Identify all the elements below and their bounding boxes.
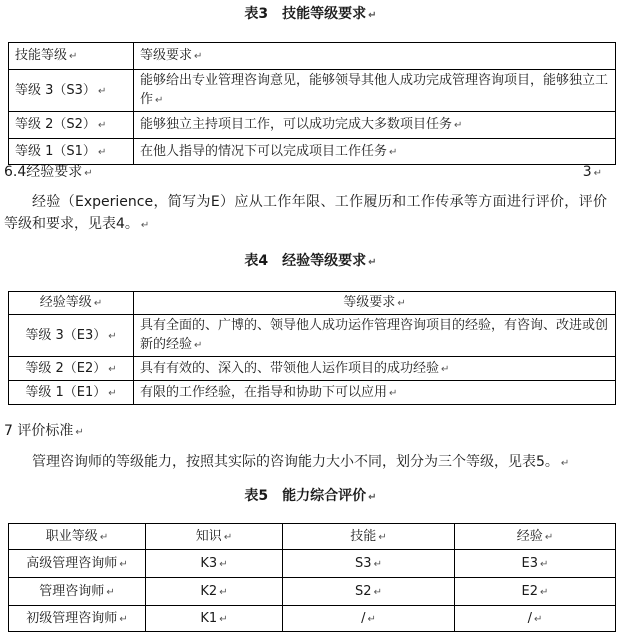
cell-skill [283,578,455,606]
requirement-text: 能够给出专业管理咨询意见，能够领导其他人成功完成管理咨询项目，能够独立工作 [140,73,609,107]
cell-level [9,139,134,165]
experience-value: / [527,610,532,626]
paragraph-mark: ↵ [97,120,107,131]
paragraph-mark: ↵ [368,492,377,503]
table-row [9,606,616,632]
table4-title-text: 表4 经验等级要求 [244,253,367,269]
table5-title [0,486,621,508]
requirement-text: 有限的工作经验，在指导和协助下可以应用 [140,384,388,400]
paragraph-mark: ↵ [544,531,554,543]
paragraph-mark: ↵ [373,558,382,570]
experience-value: E3 [521,555,539,571]
cell-requirement [134,315,616,357]
paragraph-mark: ↵ [219,586,228,598]
table-header-row [9,43,616,70]
cell-role [9,606,146,632]
header-cell-level-req [134,292,616,315]
paragraph-mark: ↵ [441,363,450,375]
cell-skill [283,606,455,632]
header-cell-skill-level [9,43,134,70]
cell-level [9,70,134,112]
cell-level [9,315,134,357]
header-label: 等级要求 [140,48,193,63]
header-label: 技能等级 [15,48,68,63]
paragraph-mark: ↵ [108,330,117,342]
table-header-row [9,524,616,550]
paragraph-mark: ↵ [75,427,84,438]
role-label: 管理咨询师 [39,583,105,599]
table-row [9,578,616,606]
paragraph-mark: ↵ [397,298,406,309]
paragraph-mark: ↵ [219,558,228,570]
experience-level-table [8,291,616,405]
table3-title-text: 表3 技能等级要求 [244,6,367,22]
level-label: 等级 2（E2） [25,360,107,376]
section-heading-text: 6.4经验要求 [4,164,83,180]
experience-paragraph [4,191,607,237]
paragraph-mark: ↵ [373,586,382,598]
cell-level [9,112,134,139]
header-cell-skill [283,524,455,550]
cell-level [9,381,134,405]
header-label: 经验 [516,528,543,544]
requirement-text: 在他人指导的情况下可以完成项目工作任务 [140,143,388,159]
paragraph-mark: ↵ [119,613,128,625]
table3-title [0,4,621,26]
knowledge-value: K3 [200,555,218,571]
paragraph-mark: ↵ [97,146,107,158]
header-label: 技能 [350,528,377,544]
cell-experience [455,550,616,578]
role-label: 初级管理咨询师 [26,610,118,626]
header-label: 等级要求 [343,295,396,310]
header-cell-knowledge [146,524,283,550]
cell-experience [455,606,616,632]
capability-evaluation-table [8,523,616,632]
level-label: 等级 3（E3） [25,327,107,343]
paragraph-mark: ↵ [368,257,377,268]
paragraph-mark: ↵ [99,531,109,543]
page-number-value: 3 [582,164,592,180]
paragraph-mark: ↵ [106,586,115,598]
paragraph-mark: ↵ [540,586,549,598]
header-cell-experience [455,524,616,550]
page-number [583,162,602,184]
section-heading-6-4 [4,162,615,184]
cell-requirement [134,139,616,165]
paragraph-text: 经验（Experience，简写为E）应从工作年限、工作履历和工作传承等方面进行评价，评价等级和要求，见表4。 [4,194,607,232]
paragraph-mark: ↵ [140,220,150,231]
table-row [9,70,616,112]
cell-experience [455,578,616,606]
paragraph-mark: ↵ [155,95,164,106]
section-heading-7 [4,421,615,443]
table4-title [0,251,621,273]
level-label: 等级 1（E1） [25,384,107,400]
evaluation-paragraph [4,451,607,475]
paragraph-mark: ↵ [108,387,117,399]
level-label: 等级 1（S1） [15,143,96,159]
cell-role [9,578,146,606]
paragraph-text: 管理咨询师的等级能力，按照其实际的咨询能力大小不同，划分为三个等级，见表5。 [32,454,559,470]
header-cell-role [9,524,146,550]
cell-knowledge [146,606,283,632]
table-row [9,315,616,357]
paragraph-mark: ↵ [540,558,549,570]
cell-skill [283,550,455,578]
skill-value: / [361,610,366,626]
level-label: 等级 2（S2） [15,117,96,132]
cell-requirement [134,112,616,139]
cell-knowledge [146,550,283,578]
paragraph-mark: ↵ [389,387,398,399]
paragraph-mark: ↵ [560,458,570,469]
requirement-text: 能够独立主持项目工作，可以成功完成大多数项目任务 [140,117,453,132]
paragraph-mark: ↵ [219,613,228,625]
header-label: 知识 [195,528,222,544]
skill-level-table [8,42,616,165]
paragraph-mark: ↵ [93,298,103,309]
paragraph-mark: ↵ [108,363,117,375]
table-row [9,550,616,578]
cell-requirement [134,70,616,112]
requirement-text: 具有全面的、广博的、领导他人成功运作管理咨询项目的经验，有咨询、改进或创新的经验 [140,318,609,352]
paragraph-mark: ↵ [593,168,602,179]
paragraph-mark: ↵ [69,51,78,62]
paragraph-mark: ↵ [194,340,203,351]
cell-knowledge [146,578,283,606]
paragraph-mark: ↵ [194,51,203,62]
header-label: 职业等级 [45,528,98,544]
table-row [9,357,616,381]
paragraph-mark: ↵ [454,120,463,131]
skill-value: S3 [355,555,372,571]
paragraph-mark: ↵ [534,613,543,625]
paragraph-mark: ↵ [368,10,377,21]
paragraph-mark: ↵ [389,146,398,158]
table-row [9,139,616,165]
table-row [9,381,616,405]
header-label: 经验等级 [39,295,92,310]
paragraph-mark: ↵ [97,85,107,97]
knowledge-value: K1 [200,610,218,626]
cell-requirement [134,381,616,405]
experience-value: E2 [521,583,539,599]
paragraph-mark: ↵ [84,168,93,179]
header-cell-exp-level [9,292,134,315]
paragraph-mark: ↵ [119,558,128,570]
cell-requirement [134,357,616,381]
paragraph-mark: ↵ [223,531,233,543]
cell-role [9,550,146,578]
paragraph-mark: ↵ [378,531,387,543]
section-heading-text: 7 评价标准 [4,423,74,439]
requirement-text: 具有有效的、深入的、带领他人运作项目的成功经验 [140,360,440,376]
paragraph-mark: ↵ [367,613,376,625]
header-cell-level-req [134,43,616,70]
table-row [9,112,616,139]
skill-value: S2 [355,583,372,599]
level-label: 等级 3（S3） [15,82,96,98]
knowledge-value: K2 [200,583,218,599]
role-label: 高级管理咨询师 [26,555,118,571]
table-header-row [9,292,616,315]
cell-level [9,357,134,381]
table5-title-text: 表5 能力综合评价 [244,488,367,504]
